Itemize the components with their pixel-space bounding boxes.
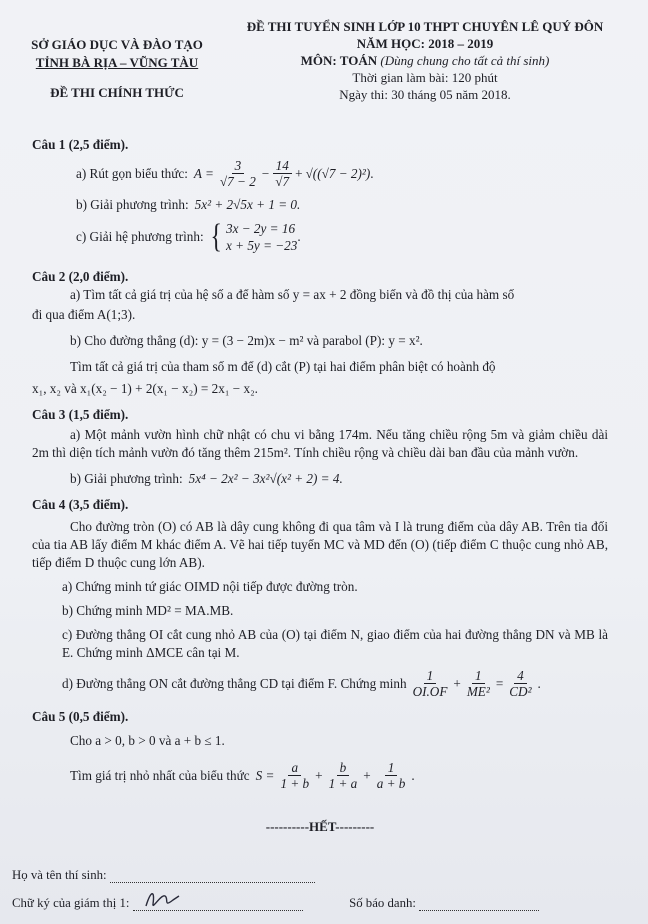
q2-b-find1: Tìm tất cả giá trị của tham số m để (d) cắt (P) tại hai điểm phân biệt có hoành độ — [70, 359, 496, 374]
q4-d-text: d) Đường thẳng ON cắt đường thẳng CD tại điểm F. Chứng minh — [62, 676, 407, 691]
province-name: TỈNH BÀ RỊA – VŨNG TÀU — [35, 55, 199, 70]
q5-frac2-num: b — [337, 760, 350, 776]
q1-a-frac1 — [217, 158, 259, 190]
q5-find — [32, 760, 608, 792]
handwritten-signature — [143, 886, 183, 912]
q2-b-line: b) Cho đường thẳng (d): y = (3 − 2m)x − m² và parabol (P): y = x². — [70, 333, 423, 348]
department-name: SỞ GIÁO DỤC VÀ ĐÀO TẠO — [31, 37, 203, 52]
q4-title: Câu 4 (3,5 điểm). — [32, 497, 129, 512]
q2-a-line1: a) Tìm tất cả giá trị của hệ số a để hàm số y = ax + 2 đồng biến và đồ thị của hàm số — [70, 287, 515, 302]
q4-d-frac3-num: 4 — [514, 668, 527, 684]
q5-end: . — [411, 768, 415, 783]
q5-plus-2: + — [363, 768, 371, 783]
q1-a-frac2-den: √7 — [275, 174, 290, 189]
header-left — [22, 36, 212, 102]
candidate-number-label: Số báo danh: — [349, 896, 416, 910]
subject-note: (Dùng chung cho tất cả thí sinh) — [380, 53, 550, 68]
q1-a-lhs: A = — [193, 166, 214, 181]
q3-b — [32, 470, 608, 488]
footer-sign-row — [12, 896, 628, 911]
subject-line — [215, 52, 635, 69]
q1-c-line1: 3x − 2y = 16 — [225, 221, 296, 236]
q5-frac2 — [326, 760, 361, 792]
q5-frac1-num: a — [288, 760, 301, 776]
q3-b-eq: 5x⁴ − 2x² − 3x²√(x² + 2) = 4. — [188, 471, 343, 486]
q4-intro: Cho đường tròn (O) có AB là dây cung không đi qua tâm và I là trung điểm của dây AB. Trên tia đối của tia AB lấy điểm M khác điểm A. Vẽ hai tiếp tuyến MC và MD đến (O) (tiếp điểm C thuộc cung nhỏ AB, tiếp điểm D thuộc cung lớn AB). — [32, 519, 608, 570]
official-label: ĐỀ THI CHÍNH THỨC — [50, 85, 184, 100]
q2-title: Câu 2 (2,0 điểm). — [32, 269, 129, 284]
q2-b-find2: x₁, x₂ và x₁(x₂ − 1) + 2(x₁ − x₂) = 2x₁ − x₂. — [32, 381, 258, 396]
q4-d-frac1-den: OI.OF — [412, 684, 448, 699]
q1-c-line2: x + 5y = −23 — [225, 238, 298, 253]
q4-a: a) Chứng minh tứ giác OIMD nội tiếp được đường tròn. — [62, 579, 358, 594]
q1-b-eq: 5x² + 2√5x + 1 = 0. — [194, 197, 301, 212]
q5-frac3 — [374, 760, 409, 792]
q4-d-end: . — [537, 676, 541, 691]
candidate-name-label: Họ và tên thí sinh: — [12, 868, 107, 882]
q2-a-line2: đi qua điểm A(1;3). — [32, 307, 136, 322]
q4-d-frac1-num: 1 — [424, 668, 437, 684]
candidate-name-field — [110, 872, 315, 883]
q1-b-text: b) Giải phương trình: — [76, 197, 189, 212]
q1-c-end: . — [297, 229, 301, 244]
q5-frac1 — [277, 760, 312, 792]
subject-label: MÔN: TOÁN — [300, 53, 378, 68]
q5-s-lhs: S = — [255, 768, 275, 783]
q4-d-eq: = — [495, 676, 504, 691]
q4-d-frac3-den: CD² — [509, 684, 532, 699]
q5-find-text: Tìm giá trị nhỏ nhất của biểu thức — [70, 768, 250, 783]
q4-d-frac2-num: 1 — [472, 668, 485, 684]
q1-a-frac1-num: 3 — [232, 158, 245, 174]
q5-given: Cho a > 0, b > 0 và a + b ≤ 1. — [70, 733, 225, 748]
q1-c-system — [208, 218, 301, 255]
exam-date: Ngày thi: 30 tháng 05 năm 2018. — [339, 87, 511, 102]
q5-frac1-den: 1 + b — [280, 776, 310, 791]
exam-duration: Thời gian làm bài: 120 phút — [352, 70, 498, 85]
q1-a-minus: − — [261, 166, 270, 181]
q4-d-plus: + — [453, 676, 461, 691]
brace-icon: { — [210, 218, 222, 255]
exam-title: ĐỀ THI TUYỂN SINH LỚP 10 THPT CHUYÊN LÊ QUÝ ĐÔN — [246, 19, 604, 34]
q5-plus-1: + — [315, 768, 323, 783]
exam-content — [32, 136, 608, 836]
q1-a-text: a) Rút gọn biểu thức: — [76, 166, 188, 181]
q1-a-frac2-num: 14 — [273, 158, 292, 174]
footer-name-row — [12, 868, 628, 883]
supervisor-label: Chữ ký của giám thị 1: — [12, 896, 130, 910]
q1-a-sqrt: √((√7 − 2)²) — [305, 166, 371, 181]
q5-frac2-den: 1 + a — [328, 776, 358, 791]
q4-d-frac2 — [464, 668, 493, 700]
q5-title: Câu 5 (0,5 điểm). — [32, 709, 129, 724]
q4-b: b) Chứng minh MD² = MA.MB. — [62, 603, 234, 618]
q1-a-end: . — [370, 166, 374, 181]
q1-a-plus: + — [295, 166, 303, 181]
q4-d-frac2-den: ME² — [466, 684, 490, 699]
q5-frac3-num: 1 — [385, 760, 398, 776]
school-year: NĂM HỌC: 2018 – 2019 — [356, 36, 494, 51]
q1-b — [32, 196, 608, 214]
q4-d-frac3 — [506, 668, 534, 700]
q1-title: Câu 1 (2,5 điểm). — [32, 137, 129, 152]
q1-c-text: c) Giải hệ phương trình: — [76, 229, 204, 244]
q3-a-text: a) Một mảnh vườn hình chữ nhật có chu vi bằng 174m. Nếu tăng chiều rộng 5m và giảm chiều dài 2m thì diện tích mảnh vườn đó tăng thêm 215m². Tính chiều rộng và chiều dài ban đầu của mảnh vườn. — [32, 427, 608, 460]
q4-d-frac1 — [410, 668, 451, 700]
q1-a-frac2 — [272, 158, 292, 190]
end-mark: ----------HẾT--------- — [265, 819, 375, 834]
q4-d — [32, 668, 608, 700]
q5-frac3-den: a + b — [376, 776, 406, 791]
q1-c — [32, 220, 608, 254]
q1-a-frac1-den: √7 − 2 — [219, 174, 256, 189]
q3-b-text: b) Giải phương trình: — [70, 471, 183, 486]
q4-c: c) Đường thẳng OI cắt cung nhỏ AB của (O) tại điểm N, giao điểm của hai đường thẳng DN và MB là E. Chứng minh ΔMCE cân tại M. — [62, 627, 608, 660]
q1-a — [32, 158, 608, 190]
candidate-number-field — [419, 900, 539, 911]
q3-title: Câu 3 (1,5 điểm). — [32, 407, 129, 422]
header-right — [215, 18, 635, 103]
